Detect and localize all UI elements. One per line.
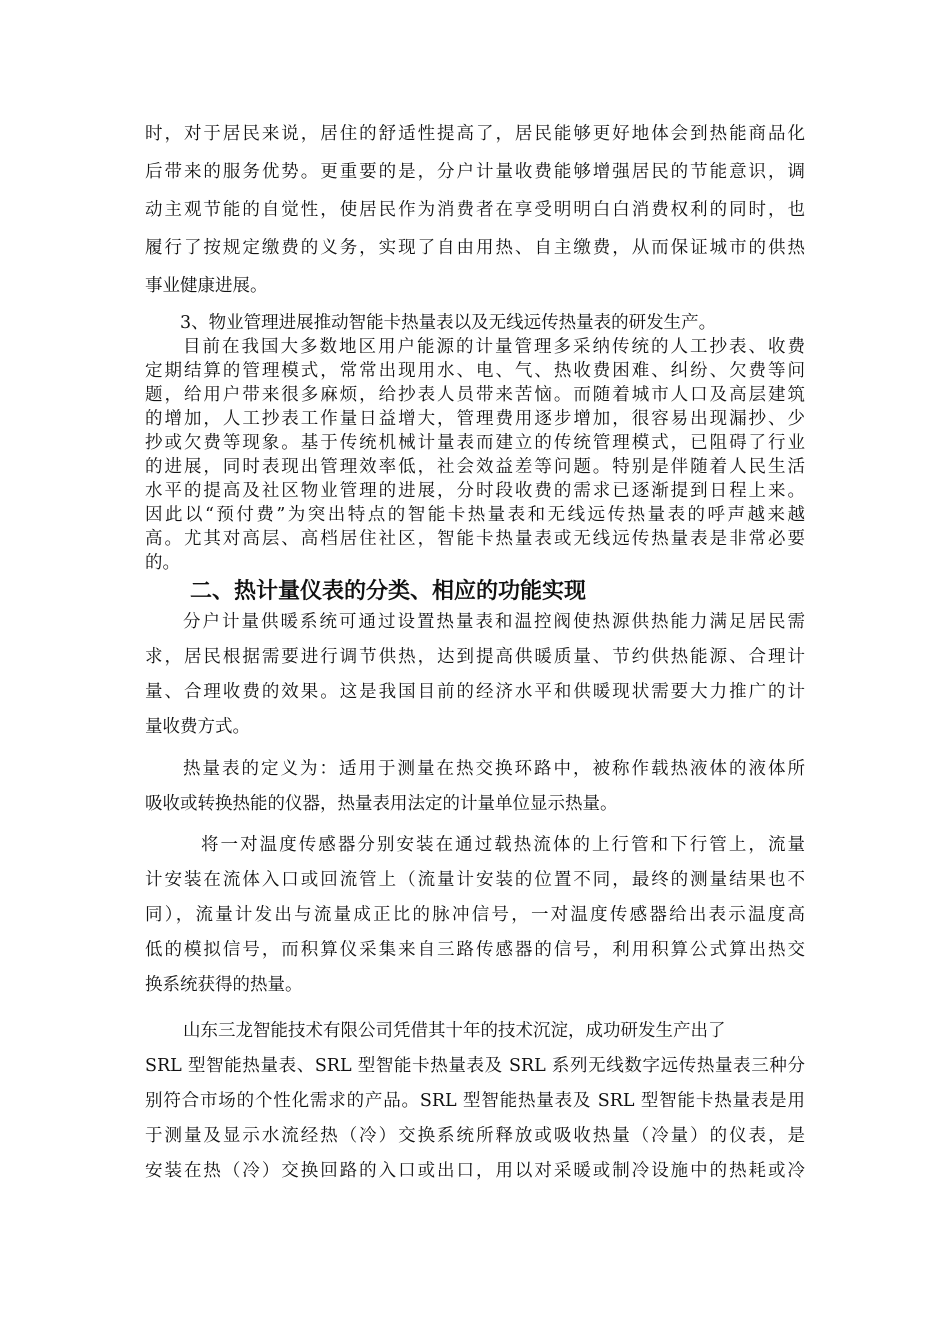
para-item3-line: 的。 [145,553,180,573]
para-sensors-line: 低的模拟信号，而积算仪采集来自三路传感器的信号，利用积算公式算出热交 [145,940,805,960]
para-sensors-line: 换系统获得的热量。 [145,975,303,995]
para-item3-line: 高。尤其对高层、高档居住社区，智能卡热量表或无线远传热量表是非常必要 [145,529,805,549]
para-metering-line: 量收费方式。 [145,717,250,737]
para-item3-line: 的进展，同时表现出管理效率低，社会效益差等问题。特别是伴随着人民生活 [145,457,805,477]
para-intro-line: 时，对于居民来说，居住的舒适性提高了，居民能够更好地体会到热能商品化 [145,124,805,144]
para-item3-line: 题，给用户带来很多麻烦，给抄表人员带来苦恼。而随着城市人口及高层建筑 [145,385,805,405]
para-company-line: 于测量及显示水流经热（冷）交换系统所释放或吸收热量（冷量）的仪表，是 [145,1126,805,1146]
para-sensors-line: 同），流量计发出与流量成正比的脉冲信号，一对温度传感器给出表示温度高 [145,905,805,925]
para-company-line: 山东三龙智能技术有限公司凭借其十年的技术沉淀，成功研发生产出了 [183,1021,726,1041]
para-intro-line: 动主观节能的自觉性，使居民作为消费者在享受明明白白消费权利的同时，也 [145,200,805,220]
item3-title: 3、物业管理进展推动智能卡热量表以及无线远传热量表的研发生产。 [180,313,717,333]
para-item3-line: 水平的提高及社区物业管理的进展，分时段收费的需求已逐渐提到日程上来。 [145,481,805,501]
para-company-line: 别符合市场的个性化需求的产品。SRL 型智能热量表及 SRL 型智能卡热量表是用 [145,1091,805,1111]
para-metering-line: 求，居民根据需要进行调节供热，达到提高供暖质量、节约供热能源、合理计 [145,647,805,667]
para-company-line: SRL 型智能热量表、SRL 型智能卡热量表及 SRL 系列无线数字远传热量表三种分 [145,1056,805,1076]
para-intro-line: 履行了按规定缴费的义务，实现了自由用热、自主缴费，从而保证城市的供热 [145,238,805,258]
para-sensors-line: 将一对温度传感器分别安装在通过载热流体的上行管和下行管上，流量 [201,835,805,855]
para-item3-line: 抄或欠费等现象。基于传统机械计量表而建立的传统管理模式，已阻碍了行业 [145,433,805,453]
para-item3-line: 因此以“预付费”为突出特点的智能卡热量表和无线远传热量表的呼声越来越 [145,505,805,525]
para-sensors-line: 计安装在流体入口或回流管上（流量计安装的位置不同，最终的测量结果也不 [145,870,805,890]
para-metering-line: 量、合理收费的效果。这是我国目前的经济水平和供暖现状需要大力推广的计 [145,682,805,702]
para-item3-line: 目前在我国大多数地区用户能源的计量管理多采纳传统的人工抄表、收费 [183,337,805,357]
para-intro-line: 后带来的服务优势。更重要的是，分户计量收费能够增强居民的节能意识，调 [145,162,805,182]
para-company-line: 安装在热（冷）交换回路的入口或出口，用以对采暖或制冷设施中的热耗或冷 [145,1161,805,1181]
para-item3-line: 定期结算的管理模式，常常出现用水、电、气、热收费困难、纠纷、欠费等问 [145,361,805,381]
para-metering-line: 分户计量供暖系统可通过设置热量表和温控阀使热源供热能力满足居民需 [183,612,805,632]
section-heading: 二、热计量仪表的分类、相应的功能实现 [190,579,587,604]
para-definition-line: 吸收或转换热能的仪器，热量表用法定的计量单位显示热量。 [145,794,618,814]
para-intro-line: 事业健康进展。 [145,276,268,296]
para-definition-line: 热量表的定义为：适用于测量在热交换环路中，被称作载热液体的液体所 [183,759,805,779]
para-item3-line: 的增加，人工抄表工作量日益增大，管理费用逐步增加，很容易出现漏抄、少 [145,409,805,429]
